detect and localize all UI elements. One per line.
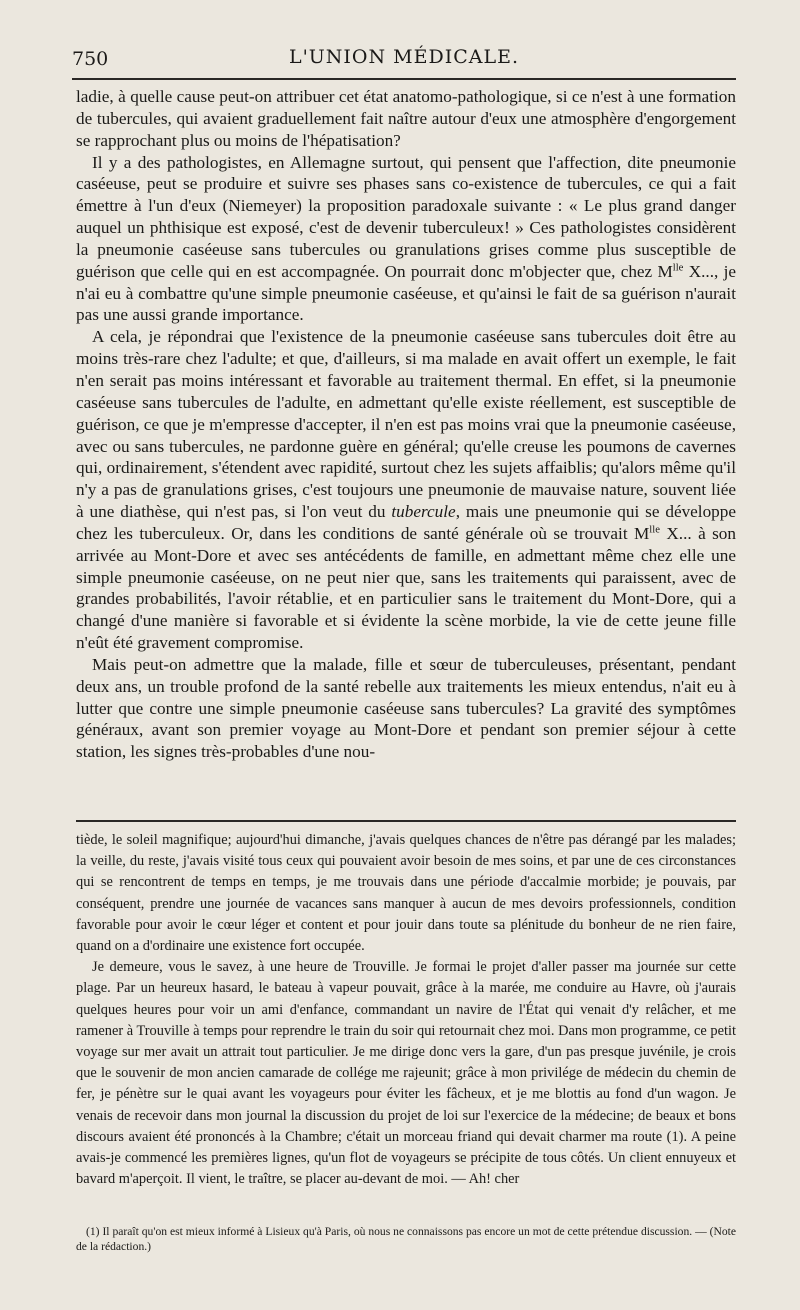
running-header xyxy=(72,42,736,76)
feuilleton-body xyxy=(76,830,736,1190)
page-number: 750 xyxy=(72,48,109,70)
paragraph-2 xyxy=(76,152,736,327)
journal-title: L'UNION MÉDICALE. xyxy=(288,46,520,68)
paragraph-2-text: Il y a des pathologistes, en Allemagne surtout, qui pensent que l'affection, dite pneumonie caséeuse, peut se produire et suivre ses phases sans co-existence de tubercules, ce qui a fait émettre à l'un d'eux (Niemeyer) la proposition paradoxale suivante : « Le plus grand danger auquel un phthisique est exposé, c'est de devenir tuberculeux! » Ces pathologistes considèrent la pneumonie caséeuse sans tubercules ou granulations grises comme plus susceptible de guérison que celle qui en est accompagnée. On pourrait donc m'objecter que, chez M xyxy=(76,152,736,281)
header-rule xyxy=(72,78,736,80)
paragraph-3-text-b: , mais une pneumonie qui se développe chez les tuberculeux. Or, dans les conditions de santé générale où se trouvait M xyxy=(76,502,736,543)
paragraph-2-end: X..., je n'ai eu à combattre qu'une simple pneumonie caséeuse, et qu'ainsi le fait de sa guérison n'aurait pas une aussi grande importance. xyxy=(76,261,736,325)
paragraph-3-text-a: A cela, je répondrai que l'existence de la pneumonie caséeuse sans tubercules doit être au moins très-rare chez l'adulte; et que, d'ailleurs, si ma malade en avait offert un exemple, le fait n'en serait pas moins intéressant et favorable au traitement thermal. En effet, si la pneumonie caséeuse sans tubercules de l'adulte, en admettant qu'elle existe réellement, est susceptible de guérison, ce que je m'empresse d'accepter, il n'en est pas moins vrai que la pneumonie caséeuse, avec ou sans tubercules, ne pardonne guère en général; qu'elle creuse les poumons de cavernes qui, ordinairement, s'étendent avec rapidité, surtout chez les sujets affaiblis; qu'alors même qu'il n'y a pas de granulations grises, c'est toujours une pneumonie de mauvaise nature, souvent liée à une diathèse, qui n'est pas, si l'on veut du xyxy=(76,327,736,522)
superscript-mlle: lle xyxy=(672,262,684,274)
paragraph-3-text-c: X... à son arrivée au Mont-Dore et avec ses antécédents de famille, en admettant même chez elle une simple pneumonie caséeuse, on ne peut nier que, sans les traitements qui paraissent, avec de grandes probabilités, l'avoir rétablie, et en particulier sans le traitement du Mont-Dore, qui a changé d'une manière si favorable et si évidente la scène morbide, la vie de cette jeune fille n'eût été gravement compromise. xyxy=(76,523,736,653)
feuilleton-paragraph-2: Je demeure, vous le savez, à une heure de Trouville. Je formai le projet d'aller passer ma journée sur cette plage. Par un heureux hasard, le bateau à vapeur pouvait, grâce à la marée, me conduire au Havre, où j'aurais quelques heures pour voir un ami d'enfance, commandant un navire de l'État qui venait d'y relâcher, et me ramener à Trouville à temps pour reprendre le train du soir qui retournait chez moi. Dans mon programme, ce petit voyage sur mer avait un attrait tout particulier. Je me dirige donc vers la gare, d'un pas presque juvénile, je crois que le souvenir de mon ancien camarade de collége me rajeunit; grâce à mon privilége de médecin du chemin de fer, je pénètre sur le quai avant les voyageurs pour éviter les fâcheux, et je me blottis au fond d'un wagon. Je venais de recevoir dans mon journal la discussion du projet de loi sur l'exercice de la médecine; de beaux et bons discours avaient été prononcés à la Chambre; c'était un morceau friand qui devait charmer ma route (1). A peine avais-je commencé les premières lignes, qu'un flot de voyageurs se précipite de tous côtés. Un client ennuyeux et bavard m'aperçoit. Il vient, le traître, se placer au-devant de moi. — Ah! cher xyxy=(76,959,736,1188)
footnote: (1) Il paraît qu'on est mieux informé à Lisieux qu'à Paris, où nous ne connaissons pas encore un mot de cette prétendue discussion. — (Note de la rédaction.) xyxy=(76,1225,736,1253)
paragraph-4: Mais peut-on admettre que la malade, fille et sœur de tuberculeuses, présentant, pendant deux ans, un trouble profond de la santé rebelle aux traitements les mieux entendus, n'ait eu à lutter que contre une simple pneumonie caséeuse sans tubercules? La gravité des symptômes généraux, avant son premier voyage au Mont-Dore et pendant son premier séjour à cette station, les signes très-probables d'une nou- xyxy=(76,654,736,762)
feuilleton-rule xyxy=(76,820,736,822)
article-body xyxy=(76,86,736,763)
italic-tubercule: tubercule xyxy=(391,502,456,522)
paragraph-1: ladie, à quelle cause peut-on attribuer cet état anatomo-pathologique, si ce n'est à une formation de tubercules, qui avaient graduellement fait naître autour d'eux une atmosphère d'engorgement se rapprochant plus ou moins de l'hépatisation? xyxy=(76,87,736,150)
feuilleton-paragraph-1: tiède, le soleil magnifique; aujourd'hui dimanche, j'avais quelques chances de n'être pas dérangé par les malades; la veille, du reste, j'avais visité tous ceux qui pouvaient avoir besoin de mes soins, et par une de ces circonstances qui se rencontrent de temps en temps, je me trouvais dans une période d'accalmie morbide; je pouvais, par conséquent, prendre une journée de vacances sans manquer à aucun de mes devoirs professionnels, condition favorable pour avoir le cœur léger et content et pour jouir dans toute sa plénitude du bonheur de ne rien faire, quand on a d'ordinaire une existence fort occupée. xyxy=(76,832,736,955)
superscript-mlle-2: lle xyxy=(649,524,660,536)
paragraph-3 xyxy=(76,326,736,654)
